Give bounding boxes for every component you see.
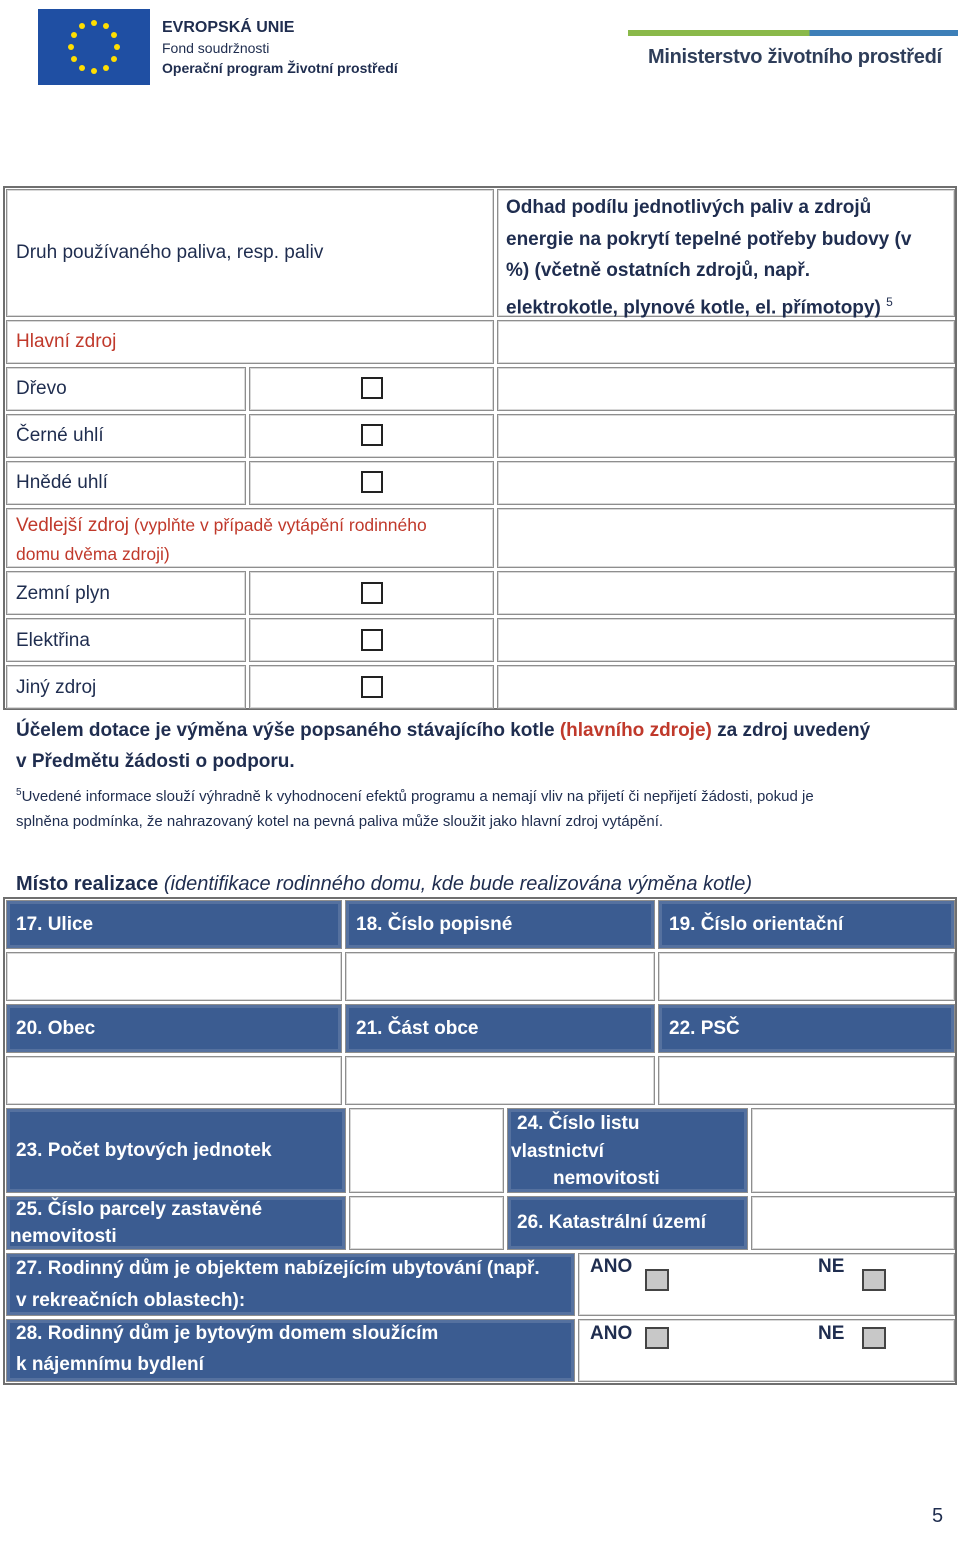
rental-yes-label: ANO: [590, 1323, 633, 1344]
jiny-zdroj-share-input[interactable]: [497, 665, 955, 709]
purpose-line2: v Předmětu žádosti o podporu.: [16, 751, 295, 772]
footnote-ref: 5: [886, 294, 893, 309]
eu-stars-icon: [38, 9, 150, 85]
accommodation-yes-checkbox[interactable]: [645, 1269, 669, 1291]
municipality-part-label: 21. Část obce: [356, 1018, 479, 1039]
elektrina-share-input[interactable]: [497, 618, 955, 662]
hnede-uhli-share-input[interactable]: [497, 461, 955, 505]
cadastral-area-input[interactable]: [751, 1196, 955, 1250]
accommodation-yes-label: ANO: [590, 1256, 633, 1277]
fuel-label-zemni-plyn: Zemní plyn: [16, 583, 110, 604]
share-header-line: %) (včetně ostatních zdrojů, např.: [506, 260, 811, 281]
location-title: [16, 870, 752, 898]
purpose-statement: [16, 715, 870, 777]
cerne-uhli-share-input[interactable]: [497, 414, 955, 458]
secondary-source-title: Vedlejší zdroj: [16, 515, 130, 536]
parcel-number-input[interactable]: [349, 1196, 504, 1250]
accommodation-answer-cell: [578, 1253, 955, 1316]
drevo-checkbox[interactable]: [361, 377, 383, 399]
fuel-type-header: Druh používaného paliva, resp. paliv: [16, 242, 324, 263]
location-title-italic: (identifikace rodinného domu, kde bude realizována výměna kotle): [158, 873, 752, 895]
zemni-plyn-checkbox[interactable]: [361, 582, 383, 604]
housing-units-label: 23. Počet bytových jednotek: [16, 1140, 272, 1161]
street-label: 17. Ulice: [16, 914, 94, 935]
postal-code-label: 22. PSČ: [669, 1018, 740, 1039]
housing-units-input[interactable]: [349, 1108, 504, 1193]
eu-line2: Fond soudržnosti: [162, 40, 270, 56]
ministry-logo-bar: [628, 30, 958, 36]
hnede-uhli-checkbox[interactable]: [361, 471, 383, 493]
fuel-label-drevo: Dřevo: [16, 378, 67, 399]
location-title-bold: Místo realizace: [16, 873, 159, 895]
fuel-label-elektrina: Elektřina: [16, 630, 90, 651]
footnote-line1: Uvedené informace slouží výhradně k vyhodnocení efektů programu a nemají vliv na přijetí či nepřijetí žádosti, pokud je: [21, 788, 814, 805]
eu-line3: Operační program Životní prostředí: [162, 60, 398, 76]
parcel-number-label: 25. Číslo parcely zastavěné nemovitosti: [10, 1199, 263, 1247]
house-number-label: 18. Číslo popisné: [356, 914, 513, 935]
house-number-input[interactable]: [345, 952, 655, 1001]
secondary-source-label: [16, 511, 427, 569]
rental-no-label: NE: [818, 1323, 845, 1344]
municipality-input[interactable]: [6, 1056, 342, 1105]
orientation-number-input[interactable]: [658, 952, 955, 1001]
rental-label: 28. Rodinný dům je bytovým domem sloužícím k nájemnímu bydlení: [16, 1323, 439, 1375]
accommodation-no-label: NE: [818, 1256, 845, 1277]
orientation-number-label: 19. Číslo orientační: [669, 914, 844, 935]
ownership-sheet-input[interactable]: [751, 1108, 955, 1193]
jiny-zdroj-checkbox[interactable]: [361, 676, 383, 698]
purpose-part2: (hlavního zdroje): [559, 720, 712, 741]
secondary-source-note: (vyplňte v případě vytápění rodinného: [133, 515, 427, 535]
elektrina-checkbox[interactable]: [361, 629, 383, 651]
eu-line1: EVROPSKÁ UNIE: [162, 19, 295, 36]
street-input[interactable]: [6, 952, 342, 1001]
eu-logo: [38, 9, 150, 85]
ownership-sheet-label: 24. Číslo listu vlastnictví nemovitosti: [511, 1113, 660, 1189]
fuel-label-jiny-zdroj: Jiný zdroj: [16, 677, 97, 698]
footnote-number: 5: [16, 787, 22, 798]
share-header-line: Odhad podílu jednotlivých paliv a zdrojů: [506, 197, 872, 218]
drevo-share-input[interactable]: [497, 367, 955, 411]
footnote: [16, 780, 814, 834]
cerne-uhli-checkbox[interactable]: [361, 424, 383, 446]
ministry-name: Ministerstvo životního prostředí: [648, 46, 942, 68]
share-header-line: elektrokotle, plynové kotle, el. přímotopy) $^5$: [506, 294, 893, 318]
postal-code-input[interactable]: [658, 1056, 955, 1105]
municipality-label: 20. Obec: [16, 1018, 96, 1039]
municipality-part-input[interactable]: [345, 1056, 655, 1105]
fuel-label-hnede-uhli: Hnědé uhlí: [16, 472, 108, 493]
eu-text-block: [162, 18, 398, 78]
secondary-source-share[interactable]: [497, 508, 955, 568]
footnote-line2: splněna podmínka, že nahrazovaný kotel na pevná paliva může sloužit jako hlavní zdroj vytápění.: [16, 813, 664, 830]
accommodation-label: 27. Rodinný dům je objektem nabízejícím ubytování (např. v rekreačních oblastech):: [16, 1258, 540, 1311]
share-header-line: energie na pokrytí tepelné potřeby budovy (v: [506, 228, 912, 250]
rental-no-checkbox[interactable]: [862, 1327, 886, 1349]
purpose-part3: za zdroj uvedený: [711, 720, 871, 741]
cadastral-area-label: 26. Katastrální území: [517, 1212, 707, 1233]
accommodation-no-checkbox[interactable]: [862, 1269, 886, 1291]
rental-yes-checkbox[interactable]: [645, 1327, 669, 1349]
main-source-share[interactable]: [497, 320, 955, 364]
main-source-label: Hlavní zdroj: [16, 331, 117, 352]
share-header: [506, 192, 911, 323]
zemni-plyn-share-input[interactable]: [497, 571, 955, 615]
fuel-label-cerne-uhli: Černé uhlí: [16, 425, 104, 446]
secondary-source-note-2: domu dvěma zdroji): [16, 544, 170, 564]
page-number: 5: [932, 1505, 944, 1527]
rental-answer-cell: [578, 1319, 955, 1382]
purpose-part1: Účelem dotace je výměna výše popsaného stávajícího kotle: [16, 720, 560, 741]
